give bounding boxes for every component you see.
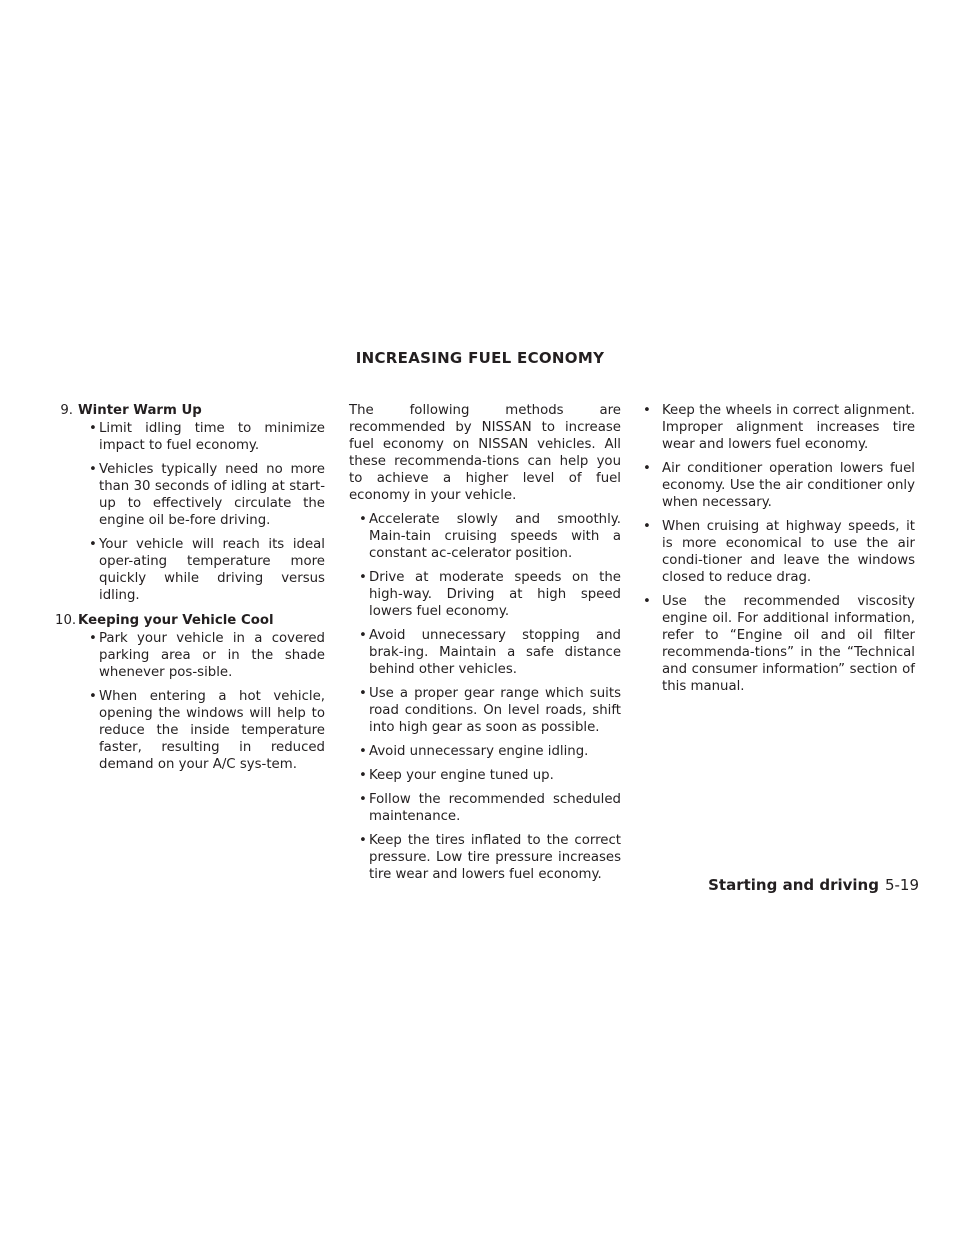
bullet-icon: • <box>359 686 367 701</box>
page-footer <box>708 876 919 894</box>
bullet-list <box>79 420 325 604</box>
bullet-icon: • <box>359 570 367 585</box>
item-title: Winter Warm Up <box>78 403 202 418</box>
numbered-item-keeping-cool <box>55 612 325 773</box>
list-item: • When entering a hot vehicle, opening the windows will help to reduce the inside temperature faster, resulting in reduced demand on your A/C sys-tem. <box>89 689 325 772</box>
list-item: • Air conditioner operation lowers fuel economy. Use the air conditioner only when necessary. <box>643 461 915 510</box>
item-number: 10. <box>55 613 77 628</box>
left-column <box>55 402 325 773</box>
bullet-icon: • <box>89 462 97 477</box>
numbered-item-winter-warm-up <box>55 402 325 604</box>
list-item: • Avoid unnecessary engine idling. <box>359 744 589 759</box>
bullet-icon: • <box>359 512 367 527</box>
bullet-icon: • <box>359 792 367 807</box>
bullet-list <box>79 630 325 773</box>
bullet-list <box>349 511 621 883</box>
bullet-icon: • <box>643 403 651 418</box>
list-item: • Drive at moderate speeds on the high-way. Driving at high speed lowers fuel economy. <box>359 570 621 619</box>
list-item: • Avoid unnecessary stopping and brak-ing. Maintain a safe distance behind other vehicles. <box>359 628 621 677</box>
footer-section-title: Starting and driving <box>708 876 879 894</box>
bullet-icon: • <box>359 628 367 643</box>
bullet-icon: • <box>89 631 97 646</box>
list-item: • Use a proper gear range which suits road conditions. On level roads, shift into high gear as soon as possible. <box>359 686 621 735</box>
list-item: • Limit idling time to minimize impact to fuel economy. <box>89 421 325 453</box>
list-item: • When cruising at highway speeds, it is more economical to use the air condi-tioner and leave the windows closed to reduce drag. <box>643 519 915 585</box>
bullet-icon: • <box>359 744 367 759</box>
bullet-icon: • <box>89 421 97 436</box>
bullet-icon: • <box>643 594 651 609</box>
list-item: • Keep your engine tuned up. <box>359 768 554 783</box>
list-item: • Vehicles typically need no more than 30 seconds of idling at start-up to effectively circulate the engine oil be-fore driving. <box>89 462 325 528</box>
item-number: 9. <box>60 403 73 418</box>
list-item: • Your vehicle will reach its ideal oper-ating temperature more quickly while driving versus idling. <box>89 537 325 603</box>
bullet-icon: • <box>359 833 367 848</box>
bullet-list <box>643 402 915 695</box>
list-item: • Keep the wheels in correct alignment. Improper alignment increases tire wear and lowers fuel economy. <box>643 403 915 452</box>
bullet-icon: • <box>643 461 651 476</box>
item-title: Keeping your Vehicle Cool <box>78 613 274 628</box>
page-title: INCREASING FUEL ECONOMY <box>355 349 605 367</box>
list-item: • Use the recommended viscosity engine oil. For additional information, refer to “Engine oil and oil filter recommenda-tions” in the “Technical and consumer information” section of this manual. <box>643 594 915 694</box>
middle-column <box>349 402 621 883</box>
list-item: • Park your vehicle in a covered parking area or in the shade whenever pos-sible. <box>89 631 325 680</box>
list-item: • Keep the tires inflated to the correct pressure. Low tire pressure increases tire wear and lowers fuel economy. <box>359 833 621 882</box>
list-item: • Accelerate slowly and smoothly. Main-tain cruising speeds with a constant ac-celerator position. <box>359 512 621 561</box>
bullet-icon: • <box>89 689 97 704</box>
intro-paragraph: The following methods are recommended by NISSAN to increase fuel economy on NISSAN vehicles. All these recommenda-tions can help you to achieve a higher level of fuel economy in your vehicle. <box>349 403 621 503</box>
page-number: 5-19 <box>884 876 919 894</box>
bullet-icon: • <box>359 768 367 783</box>
bullet-icon: • <box>643 519 651 534</box>
right-column <box>643 402 915 695</box>
list-item: • Follow the recommended scheduled maintenance. <box>359 792 621 824</box>
bullet-icon: • <box>89 537 97 552</box>
